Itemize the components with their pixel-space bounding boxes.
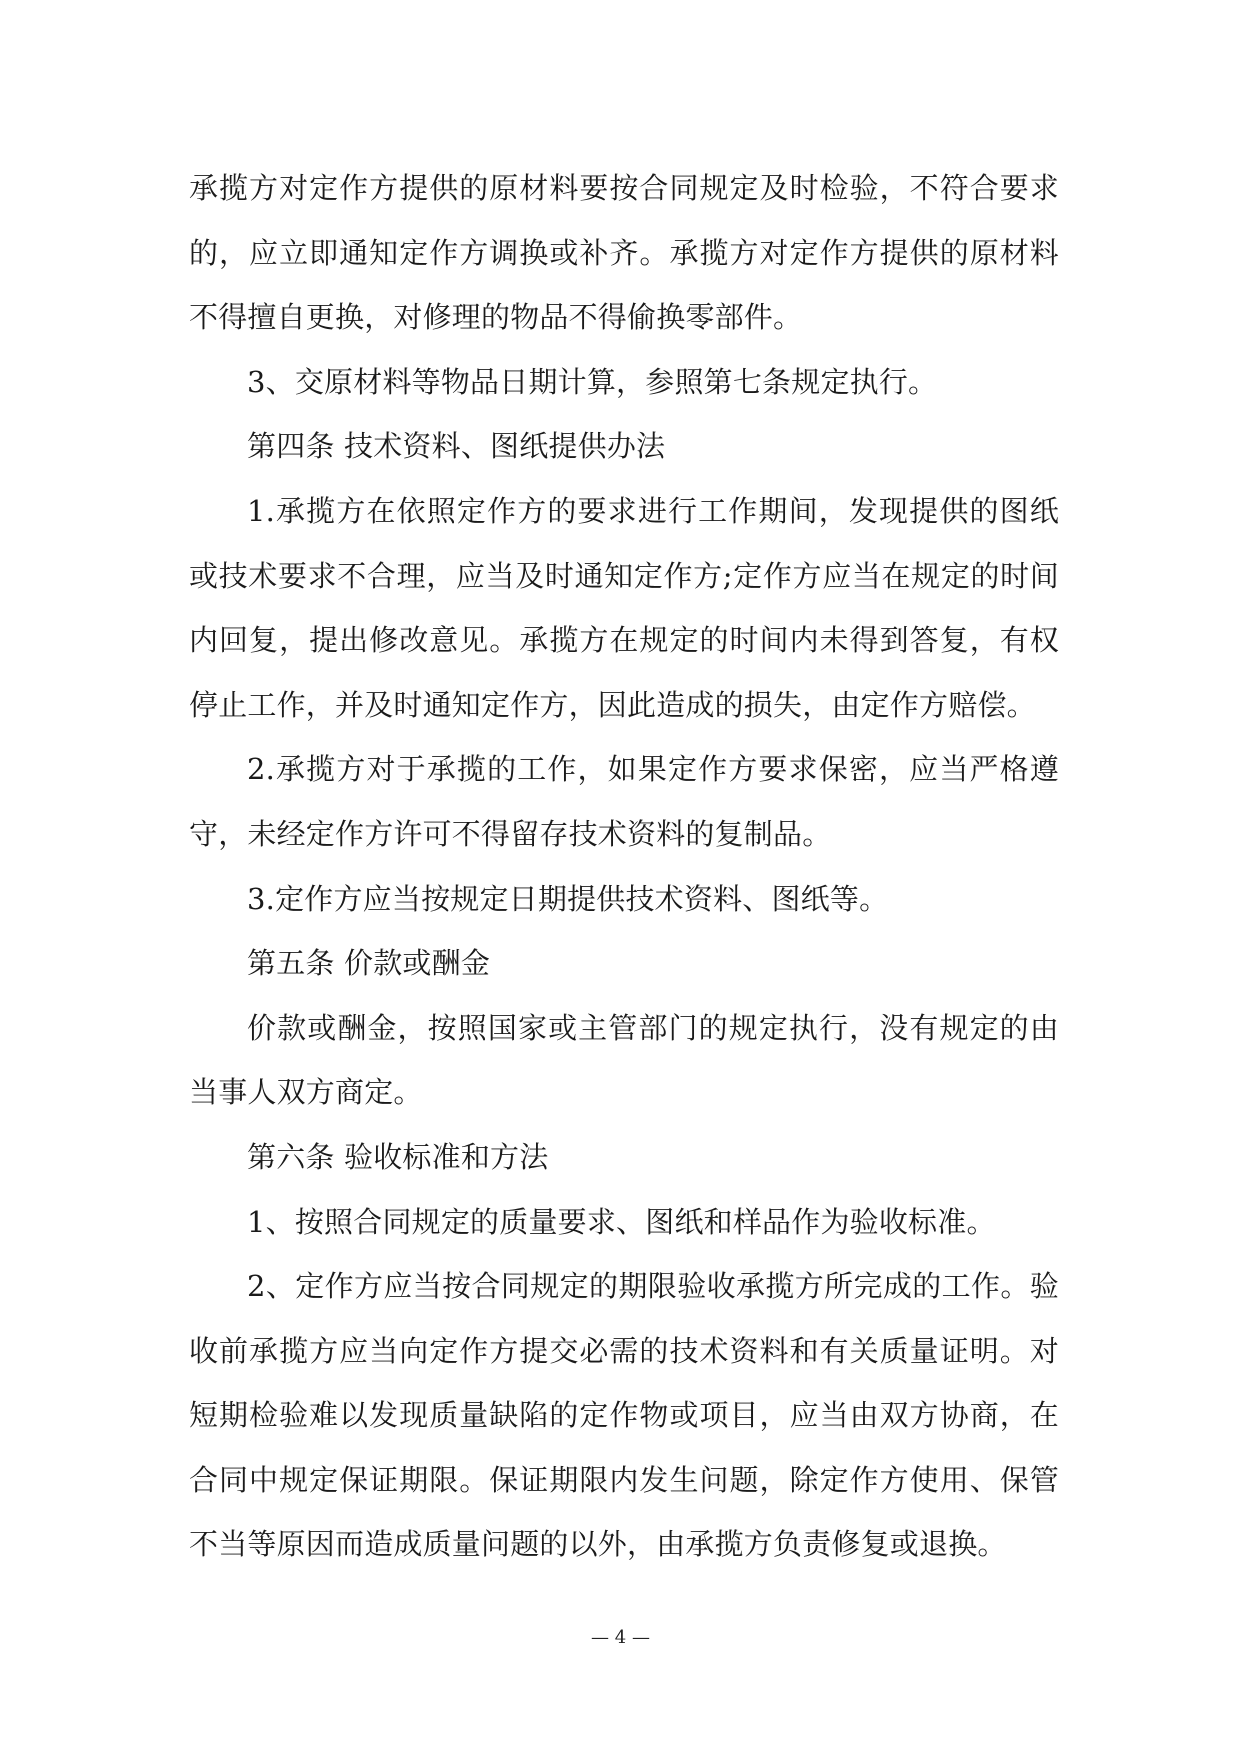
paragraph-article-4-item-1: 1.承揽方在依照定作方的要求进行工作期间，发现提供的图纸或技术要求不合理，应当及时通知定作方;定作方应当在规定的时间内回复，提出修改意见。承揽方在规定的时间内未得到答复，有权停止工作，并及时通知定作方，因此造成的损失，由定作方赔偿。	[189, 493, 1059, 722]
paragraph-material-delivery-date: 3、交原材料等物品日期计算，参照第七条规定执行。	[247, 364, 938, 399]
paragraph-article-4-item-2: 2.承揽方对于承揽的工作，如果定作方要求保密，应当严格遵守，未经定作方许可不得留存技术资料的复制品。	[189, 752, 1059, 851]
article-5-heading: 第五条 价款或酬金	[247, 946, 491, 981]
paragraph-article-5-body: 价款或酬金，按照国家或主管部门的规定执行，没有规定的由当事人双方商定。	[189, 1010, 1059, 1110]
article-6-heading: 第六条 验收标准和方法	[247, 1139, 549, 1174]
article-4-heading: 第四条 技术资料、图纸提供办法	[247, 429, 666, 464]
paragraph-material-inspection: 承揽方对定作方提供的原材料要按合同规定及时检验，不符合要求的，应立即通知定作方调换或补齐。承揽方对定作方提供的原材料不得擅自更换，对修理的物品不得偷换零部件。	[189, 171, 1059, 335]
paragraph-article-6-item-2: 2、定作方应当按合同规定的期限验收承揽方所完成的工作。验收前承揽方应当向定作方提交必需的技术资料和有关质量证明。对短期检验难以发现质量缺陷的定作物或项目，应当由双方协商，在合同中规定保证期限。保证期限内发生问题，除定作方使用、保管不当等原因而造成质量问题的以外，由承揽方负责修复或退换。	[189, 1269, 1059, 1562]
page-number: — 4 —	[591, 1627, 650, 1648]
document-body	[189, 156, 1059, 1577]
paragraph-article-6-item-1: 1、按照合同规定的质量要求、图纸和样品作为验收标准。	[247, 1204, 996, 1239]
paragraph-article-4-item-3: 3.定作方应当按规定日期提供技术资料、图纸等。	[247, 881, 889, 916]
